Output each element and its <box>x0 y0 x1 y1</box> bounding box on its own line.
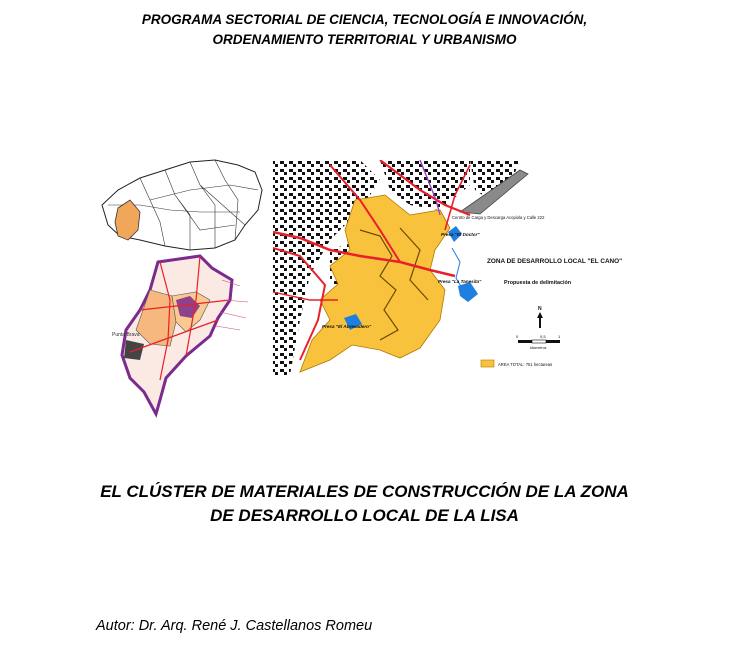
scale-mid: 0,5 <box>540 334 546 339</box>
havana-overview-map <box>102 160 262 250</box>
document-title-line-2: DE DESARROLLO LOCAL DE LA LISA <box>210 506 519 525</box>
dam-la-tanesita-label: Presa "La Tanesita" <box>438 279 482 284</box>
el-cano-zone-map <box>273 160 628 375</box>
document-title <box>0 480 729 528</box>
program-header-line-2: ORDENAMIENTO TERRITORIAL Y URBANISMO <box>212 32 517 47</box>
author-credit: Autor: Dr. Arq. René J. Castellanos Romeu <box>96 618 373 634</box>
program-header-line-1: PROGRAMA SECTORIAL DE CIENCIA, TECNOLOGÍA E INNOVACIÓN, <box>141 12 588 27</box>
scale-zero: 0 <box>516 334 519 339</box>
dam-el-doctor-label: Presa "El Doctor" <box>441 232 480 237</box>
scale-end: 1 <box>558 334 561 339</box>
la-lisa-highlight <box>115 200 140 240</box>
depot-label: Centro de Carga y Descarga Acopiola y Calle 222 <box>452 215 545 220</box>
north-label: N <box>538 306 542 312</box>
legend-swatch <box>481 360 494 367</box>
zone-title-label: ZONA DE DESARROLLO LOCAL "EL CANO" <box>487 258 623 265</box>
document-title-line-1: EL CLÚSTER DE MATERIALES DE CONSTRUCCIÓN DE LA ZONA <box>100 482 629 501</box>
scale-unit: kilometros <box>530 346 547 350</box>
dam-el-abrevadero-label: Presa "El Abrevadero" <box>322 324 372 329</box>
legend-area-label: AREA TOTAL: 751 hectareas <box>498 362 553 367</box>
punta-brava-label: Punta Brava <box>112 332 140 338</box>
la-lisa-municipality-map <box>112 256 248 414</box>
scale-bar <box>518 340 560 343</box>
zone-subtitle-label: Propuesta de delimitación <box>504 280 572 286</box>
